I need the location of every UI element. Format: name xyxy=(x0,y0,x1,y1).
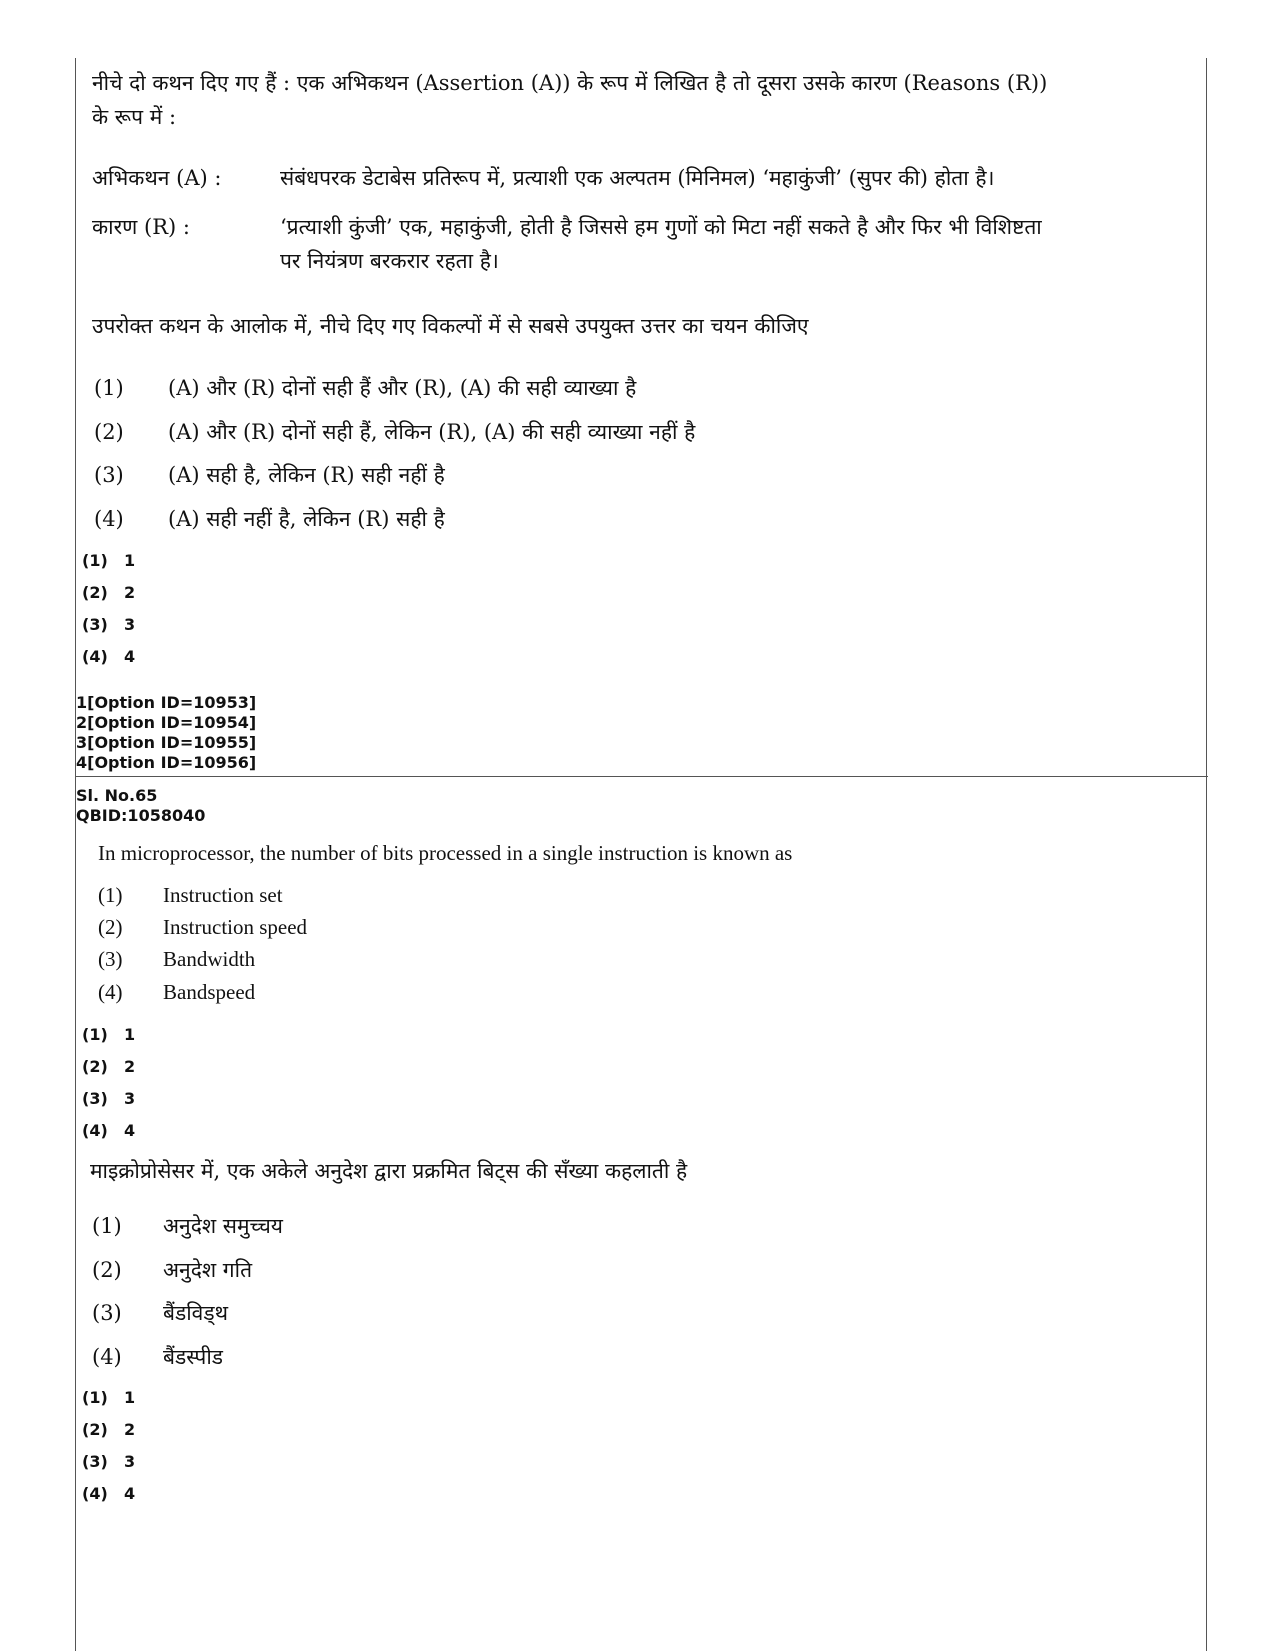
answer-number: (1) xyxy=(82,551,108,570)
option-number: (4) xyxy=(92,1345,122,1369)
answer-value: 1 xyxy=(124,1025,136,1044)
option-text: बैंडस्पीड xyxy=(163,1345,223,1369)
q64-intro-line2: के रूप में : xyxy=(92,105,177,129)
answer-value: 4 xyxy=(124,1121,136,1140)
option-text: बैंडविड्थ xyxy=(163,1301,228,1325)
answer-value: 3 xyxy=(124,1452,136,1471)
q65-question-english: In microprocessor, the number of bits processed in a single instruction is known as xyxy=(98,841,793,865)
answer-value: 4 xyxy=(124,647,136,666)
option-text: Instruction set xyxy=(163,883,283,907)
answer-number: (2) xyxy=(82,1420,108,1439)
q64-instruction: उपरोक्त कथन के आलोक में, नीचे दिए गए विकल्पों में से सबसे उपयुक्त उत्तर का चयन कीजिए xyxy=(92,314,809,338)
option-text: (A) सही है, लेकिन (R) सही नहीं है xyxy=(168,463,445,487)
reason-label: कारण (R) : xyxy=(92,215,190,239)
reason-line2: पर नियंत्रण बरकरार रहता है। xyxy=(280,249,499,273)
answer-value: 2 xyxy=(124,1420,136,1439)
option-number: (1) xyxy=(98,883,123,907)
answer-value: 2 xyxy=(124,583,136,602)
answer-number: (3) xyxy=(82,1452,108,1471)
option-number: (2) xyxy=(98,915,123,939)
option-number: (1) xyxy=(94,376,124,400)
serial-number: Sl. No.65 xyxy=(76,786,158,805)
answer-value: 3 xyxy=(124,1089,136,1108)
answer-number: (4) xyxy=(82,1121,108,1140)
option-number: (1) xyxy=(92,1214,122,1238)
answer-number: (1) xyxy=(82,1025,108,1044)
option-number: (2) xyxy=(92,1258,122,1282)
option-text: (A) और (R) दोनों सही हैं, लेकिन (R), (A) की सही व्याख्या नहीं है xyxy=(168,420,696,444)
option-text: Bandspeed xyxy=(163,980,256,1004)
answer-number: (4) xyxy=(82,1484,108,1503)
option-number: (2) xyxy=(94,420,124,444)
answer-value: 4 xyxy=(124,1484,136,1503)
answer-number: (2) xyxy=(82,1057,108,1076)
option-text: (A) सही नहीं है, लेकिन (R) सही है xyxy=(168,507,445,531)
answer-value: 1 xyxy=(124,1388,136,1407)
option-id: 3[Option ID=10955] xyxy=(76,733,257,752)
option-number: (3) xyxy=(98,947,123,971)
answer-number: (3) xyxy=(82,1089,108,1108)
option-text: Bandwidth xyxy=(163,947,256,971)
answer-value: 3 xyxy=(124,615,136,634)
q64-intro-line1: नीचे दो कथन दिए गए हैं : एक अभिकथन (Assertion (A)) के रूप में लिखित है तो दूसरा उसके कारण (Reasons (R)) xyxy=(92,71,1048,95)
assertion-text: संबंधपरक डेटाबेस प्रतिरूप में, प्रत्याशी एक अल्पतम (मिनिमल) ‘महाकुंजी’ (सुपर की) होता है। xyxy=(280,166,995,190)
qbid: QBID:1058040 xyxy=(76,806,206,825)
answer-number: (3) xyxy=(82,615,108,634)
option-id: 1[Option ID=10953] xyxy=(76,693,257,712)
answer-value: 2 xyxy=(124,1057,136,1076)
question-page-frame xyxy=(75,58,1207,1651)
q65-question-hindi: माइक्रोप्रोसेसर में, एक अकेले अनुदेश द्वारा प्रक्रमित बिट्स की सँख्या कहलाती है xyxy=(90,1159,688,1183)
option-text: (A) और (R) दोनों सही हैं और (R), (A) की सही व्याख्या है xyxy=(168,376,637,400)
assertion-label: अभिकथन (A) : xyxy=(92,166,222,190)
option-number: (3) xyxy=(92,1301,122,1325)
option-id: 4[Option ID=10956] xyxy=(76,753,257,772)
option-number: (3) xyxy=(94,463,124,487)
answer-number: (4) xyxy=(82,647,108,666)
option-number: (4) xyxy=(94,507,124,531)
option-id: 2[Option ID=10954] xyxy=(76,713,257,732)
option-text: अनुदेश समुच्चय xyxy=(163,1214,283,1238)
option-number: (4) xyxy=(98,980,123,1004)
option-text: अनुदेश गति xyxy=(163,1258,253,1282)
option-text: Instruction speed xyxy=(163,915,308,939)
answer-number: (1) xyxy=(82,1388,108,1407)
answer-value: 1 xyxy=(124,551,136,570)
question-divider xyxy=(76,776,1208,777)
reason-line1: ‘प्रत्याशी कुंजी’ एक, महाकुंजी, होती है जिससे हम गुणों को मिटा नहीं सकते है और फिर भी विशिष्टता xyxy=(280,215,1042,239)
answer-number: (2) xyxy=(82,583,108,602)
